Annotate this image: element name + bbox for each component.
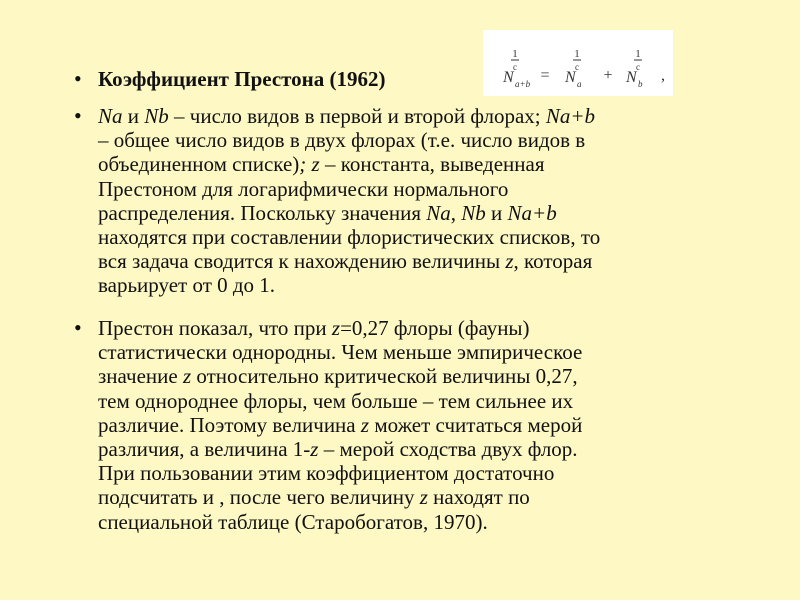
text-run: специальной таблице (Старобогатов, 1970).: [98, 509, 488, 534]
text-run: находятся при составлении флористических списков, то: [98, 225, 601, 250]
text-run: значение: [98, 364, 183, 389]
text-run: – константа, выведенная: [319, 152, 545, 177]
text-run: , которая: [513, 249, 593, 274]
text-run: вся задача сводится к нахождению величины: [98, 249, 506, 274]
text-run: При пользовании этим коэффициентом достаточно: [98, 461, 555, 486]
slide-title: Коэффициент Престона (1962): [98, 67, 386, 91]
italic-term: z: [360, 412, 370, 437]
italic-term: z: [505, 249, 514, 274]
text-run: варьирует от 0 до 1.: [98, 273, 276, 298]
formula-exponent-denominator: c: [513, 62, 517, 72]
text-run: подсчитать и , после чего величину: [98, 485, 420, 510]
text-line: [98, 104, 748, 128]
formula-operator: =: [540, 67, 550, 84]
text-run: и: [122, 104, 145, 128]
italic-term: z: [311, 152, 320, 177]
bullet-marker: •: [74, 315, 82, 340]
italic-term: z: [182, 364, 192, 389]
text-run: распределения. Поскольку значения: [98, 200, 427, 225]
italic-term: Na: [98, 104, 123, 128]
formula-exponent: 1: [574, 48, 580, 60]
text-line: [98, 485, 748, 509]
text-run: – общее число видов в двух флорах (т.е. число видов в: [98, 128, 586, 153]
bullet-text: [98, 67, 748, 91]
text-line: [98, 364, 748, 388]
italic-term: z: [419, 485, 428, 510]
formula-variable: N: [565, 69, 576, 86]
text-run: и: [485, 200, 508, 225]
text-run: – число видов в первой и второй флорах;: [168, 104, 546, 128]
italic-term: Na+b: [507, 200, 557, 225]
formula-subscript: a: [577, 79, 582, 89]
text-line: [98, 437, 748, 461]
text-run: Престон показал, что при: [98, 316, 332, 340]
text-run: – мерой сходства двух флор.: [318, 437, 578, 462]
text-run: =0,27 флоры (фауны): [340, 316, 530, 340]
text-run: относительно критической величины 0,27,: [191, 364, 578, 389]
text-line: [98, 316, 748, 340]
formula-variable: N: [626, 69, 637, 86]
formula-exponent-denominator: c: [575, 62, 579, 72]
text-run: объединенном списке): [98, 152, 300, 177]
text-run: Престоном для логарифмически нормального: [98, 176, 509, 201]
text-run: находят по: [427, 485, 530, 510]
text-line: [98, 340, 748, 364]
text-run: различие. Поэтому величина: [98, 412, 361, 437]
bullet-marker: •: [74, 66, 82, 91]
text-run: различия, а величина 1-: [98, 437, 311, 462]
formula-subscript: a+b: [515, 79, 531, 89]
text-line: [98, 413, 748, 437]
text-line: [98, 510, 748, 534]
text-run: ,: [450, 200, 462, 225]
text-line: [98, 225, 748, 249]
text-line: [98, 128, 748, 152]
italic-term: Nb: [461, 200, 486, 225]
text-line: [98, 461, 748, 485]
italic-term: Nb: [144, 104, 169, 128]
bullet-text: [98, 104, 748, 298]
text-line: [98, 389, 748, 413]
italic-term: ;: [299, 152, 312, 177]
italic-term: Na: [426, 200, 451, 225]
italic-term: Na+b: [545, 104, 596, 128]
text-line: [98, 67, 748, 91]
text-run: может считаться мерой: [369, 412, 583, 437]
text-run: статистически однородны. Чем меньше эмпирическое: [98, 340, 583, 365]
text-line: [98, 249, 748, 273]
formula-operator: +: [603, 67, 613, 84]
formula-exponent-denominator: c: [636, 62, 640, 72]
text-line: [98, 273, 748, 297]
bullet-text: [98, 316, 748, 534]
formula-exponent: 1: [635, 48, 641, 60]
text-line: [98, 201, 748, 225]
text-line: [98, 152, 748, 176]
formula-subscript: b: [638, 79, 643, 89]
italic-term: z: [331, 316, 341, 340]
formula-exponent: 1: [512, 48, 518, 60]
text-run: тем однороднее флоры, чем больше – тем сильнее их: [98, 388, 574, 413]
formula-variable: N: [503, 69, 514, 86]
italic-term: z: [310, 437, 319, 462]
bullet-marker: •: [74, 103, 82, 128]
formula-operator: ,: [661, 67, 665, 84]
text-line: [98, 177, 748, 201]
